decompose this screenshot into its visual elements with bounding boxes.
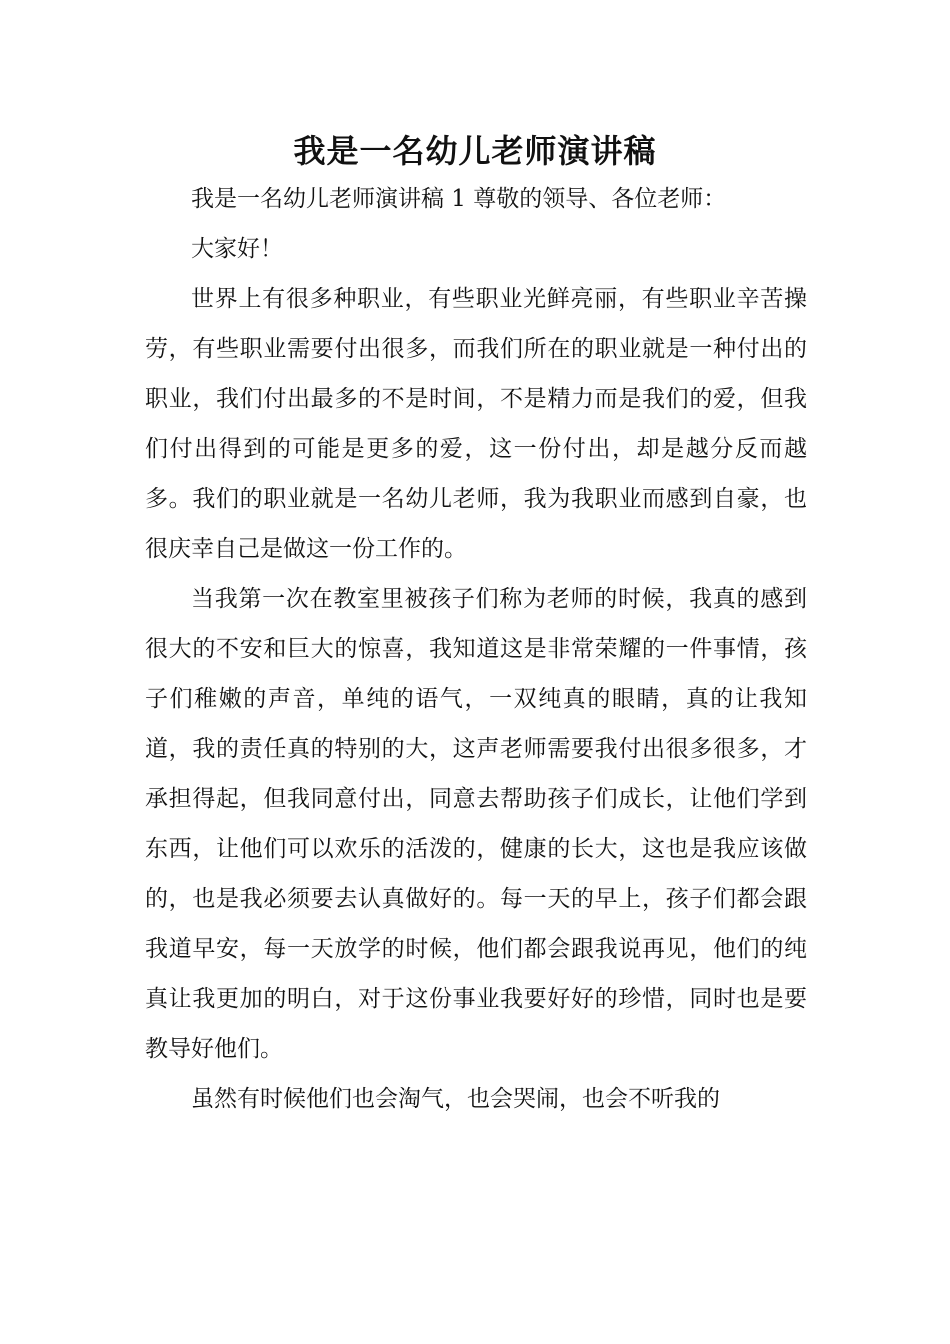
document-title: 我是一名幼儿老师演讲稿	[293, 132, 657, 170]
paragraph-first-time-teacher: 当我第一次在教室里被孩子们称为老师的时候，我真的感到很大的不安和巨大的惊喜，我知道这是非常荣耀的一件事情，孩子们稚嫩的声音，单纯的语气，一双纯真的眼睛，真的让我知道，我的责任真的特别的大，这声老师需要我付出很多很多，才承担得起，但我同意付出，同意去帮助孩子们成长，让他们学到东西，让他们可以欢乐的活泼的，健康的长大，这也是我应该做的，也是我必须要去认真做好的。每一天的早上，孩子们都会跟我道早安，每一天放学的时候，他们都会跟我说再见，他们的纯真让我更加的明白，对于这份事业我要好好的珍惜，同时也是要教导好他们。	[145, 586, 807, 1062]
paragraph-salutation: 大家好！	[191, 236, 283, 262]
paragraph-greeting-line: 我是一名幼儿老师演讲稿 1 尊敬的领导、各位老师：	[191, 186, 727, 212]
paragraph-naughty-children: 虽然有时候他们也会淘气，也会哭闹，也会不听我的	[191, 1086, 720, 1112]
paragraph-profession: 世界上有很多种职业，有些职业光鲜亮丽，有些职业辛苦操劳，有些职业需要付出很多，而我们所在的职业就是一种付出的职业，我们付出最多的不是时间，不是精力而是我们的爱，但我们付出得到的可能是更多的爱，这一份付出，却是越分反而越多。我们的职业就是一名幼儿老师，我为我职业而感到自豪，也很庆幸自己是做这一份工作的。	[145, 286, 807, 562]
document-body	[145, 174, 807, 1124]
